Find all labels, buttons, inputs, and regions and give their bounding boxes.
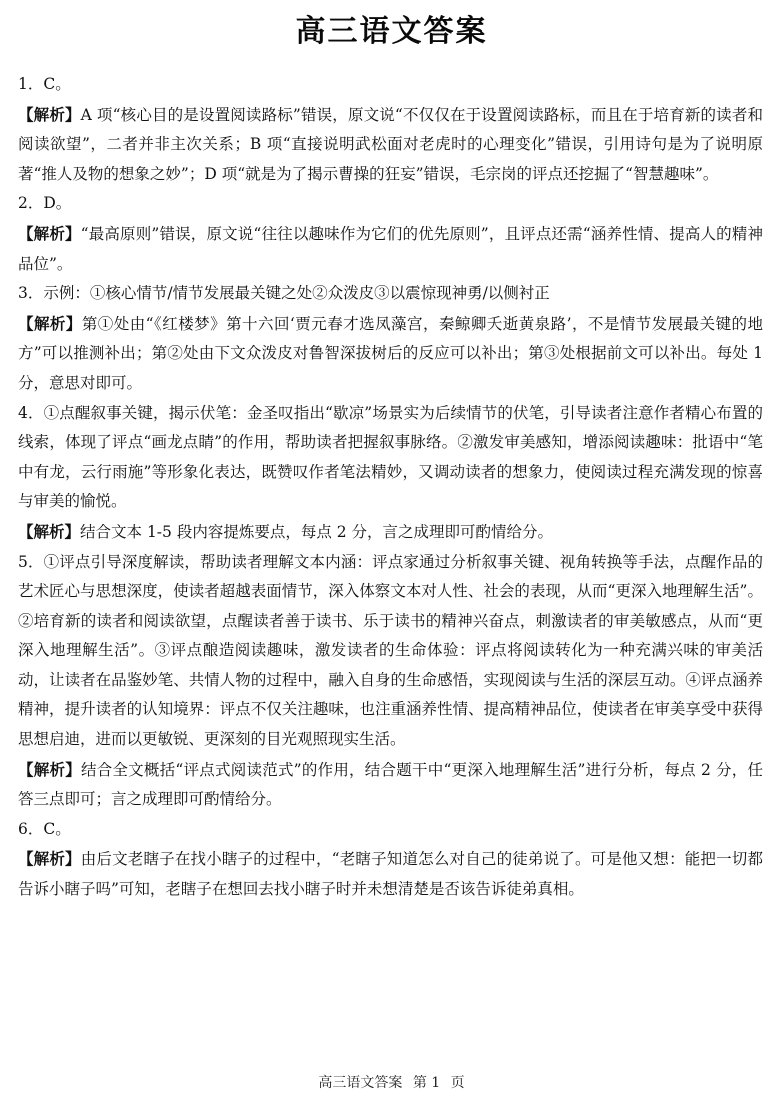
analysis-text: A 项“核心目的是设置阅读路标”错误，原文说“不仅仅在于设置阅读路标，而且在于培育新的读者和阅读欲望”，二者并非主次关系；B 项“直接说明武松面对老虎时的心理变化”错误，引用诗句是为了说明原著“推人及物的想象之妙”；D 项“就是为了揭示曹操的狂妄”错误，毛宗岗的评点还挖掘了“智慧趣味”。 [18,105,763,183]
analysis-tag: 【解析】 [18,849,81,869]
footer-label: 高三语文答案 [318,1075,403,1091]
answer-4: 4．①点醒叙事关键，揭示伏笔：金圣叹指出“歇凉”场景实为后续情节的伏笔，引导读者注意作者精心布置的线索，体现了评点“画龙点睛”的作用，帮助读者把握叙事脉络。②激发审美感知，增添阅读趣味：批语中“笔中有龙，云行雨施”等形象化表达，既赞叹作者笔法精妙，又调动读者的想象力，使阅读过程充满发现的惊喜与审美的愉悦。 [18,403,763,511]
analysis-tag: 【解析】 [18,759,81,779]
analysis-text: 由后文老瞎子在找小瞎子的过程中，“老瞎子知道怎么对自己的徒弟说了。可是他又想：能把一切都告诉小瞎子吗”可知，老瞎子在想回去找小瞎子时并未想清楚是否该告诉徒弟真相。 [18,850,763,899]
answer-2: 2．D。 [18,194,72,213]
analysis-text: 结合全文概括“评点式阅读范式”的作用，结合题干中“更深入地理解生活”进行分析，每点 2 分，任答三点即可；言之成理即可酌情给分。 [18,760,763,809]
answer-content [18,70,763,905]
analysis-3 [18,309,763,399]
analysis-5 [18,755,763,815]
page-footer [0,1072,783,1094]
analysis-text: “最高原则”错误，原文说“往往以趣味作为它们的优先原则”，且评点还需“涵养性情、提高人的精神品位”。 [18,224,763,273]
answer-1: 1．C。 [18,75,71,93]
page-number: 1 [431,1075,441,1091]
analysis-text: 结合文本 1-5 段内容提炼要点，每点 2 分，言之成理即可酌情给分。 [80,522,554,541]
page-title: 高三语文答案 [295,14,488,49]
analysis-tag: 【解析】 [18,313,82,333]
analysis-tag: 【解析】 [18,104,81,124]
analysis-6 [18,844,763,904]
page-prefix: 第 [412,1075,427,1091]
answer-5: 5．①评点引导深度解读，帮助读者理解文本内涵：评点家通过分析叙事关键、视角转换等手法，点醒作品的艺术匠心与思想深度，使读者超越表面情节，深入体察文本对人性、社会的表现，从而“更深入地理解生活”。②培育新的读者和阅读欲望，点醒读者善于读书、乐于读书的精神兴奋点，刺激读者的审美敏感点，从而“更深入地理解生活”。③评点酿造阅读趣味，激发读者的生命体验：评点将阅读转化为一种充满兴味的审美活动，让读者在品鉴妙笔、共情人物的过程中，融入自身的生命感悟，实现阅读与生活的深层互动。④评点涵养精神，提升读者的认知境界：评点不仅关注趣味，也注重涵养性情、提高精神品位，使读者在审美享受中获得思想启迪，进而以更敏锐、更深刻的目光观照现实生活。 [18,552,763,749]
page-unit: 页 [450,1075,465,1091]
analysis-tag: 【解析】 [18,223,81,243]
analysis-tag: 【解析】 [18,521,81,541]
analysis-1 [18,100,763,190]
answer-3: 3．示例：①核心情节/情节发展最关键之处②众泼皮③以震惊现神勇/以侧衬正 [18,284,550,303]
analysis-text: 第①处由“《红楼梦》第十六回‘贾元春才选凤藻宫，秦鲸卿夭逝黄泉路’，不是情节发展最关键的地方”可以推测补出；第②处由下文众泼皮对鲁智深拔树后的反应可以补出；第③处根据前文可以补出。每处 1 分，意思对即可。 [18,314,763,392]
analysis-2 [18,219,763,279]
answer-6: 6．C。 [18,819,71,838]
analysis-4 [18,517,763,548]
